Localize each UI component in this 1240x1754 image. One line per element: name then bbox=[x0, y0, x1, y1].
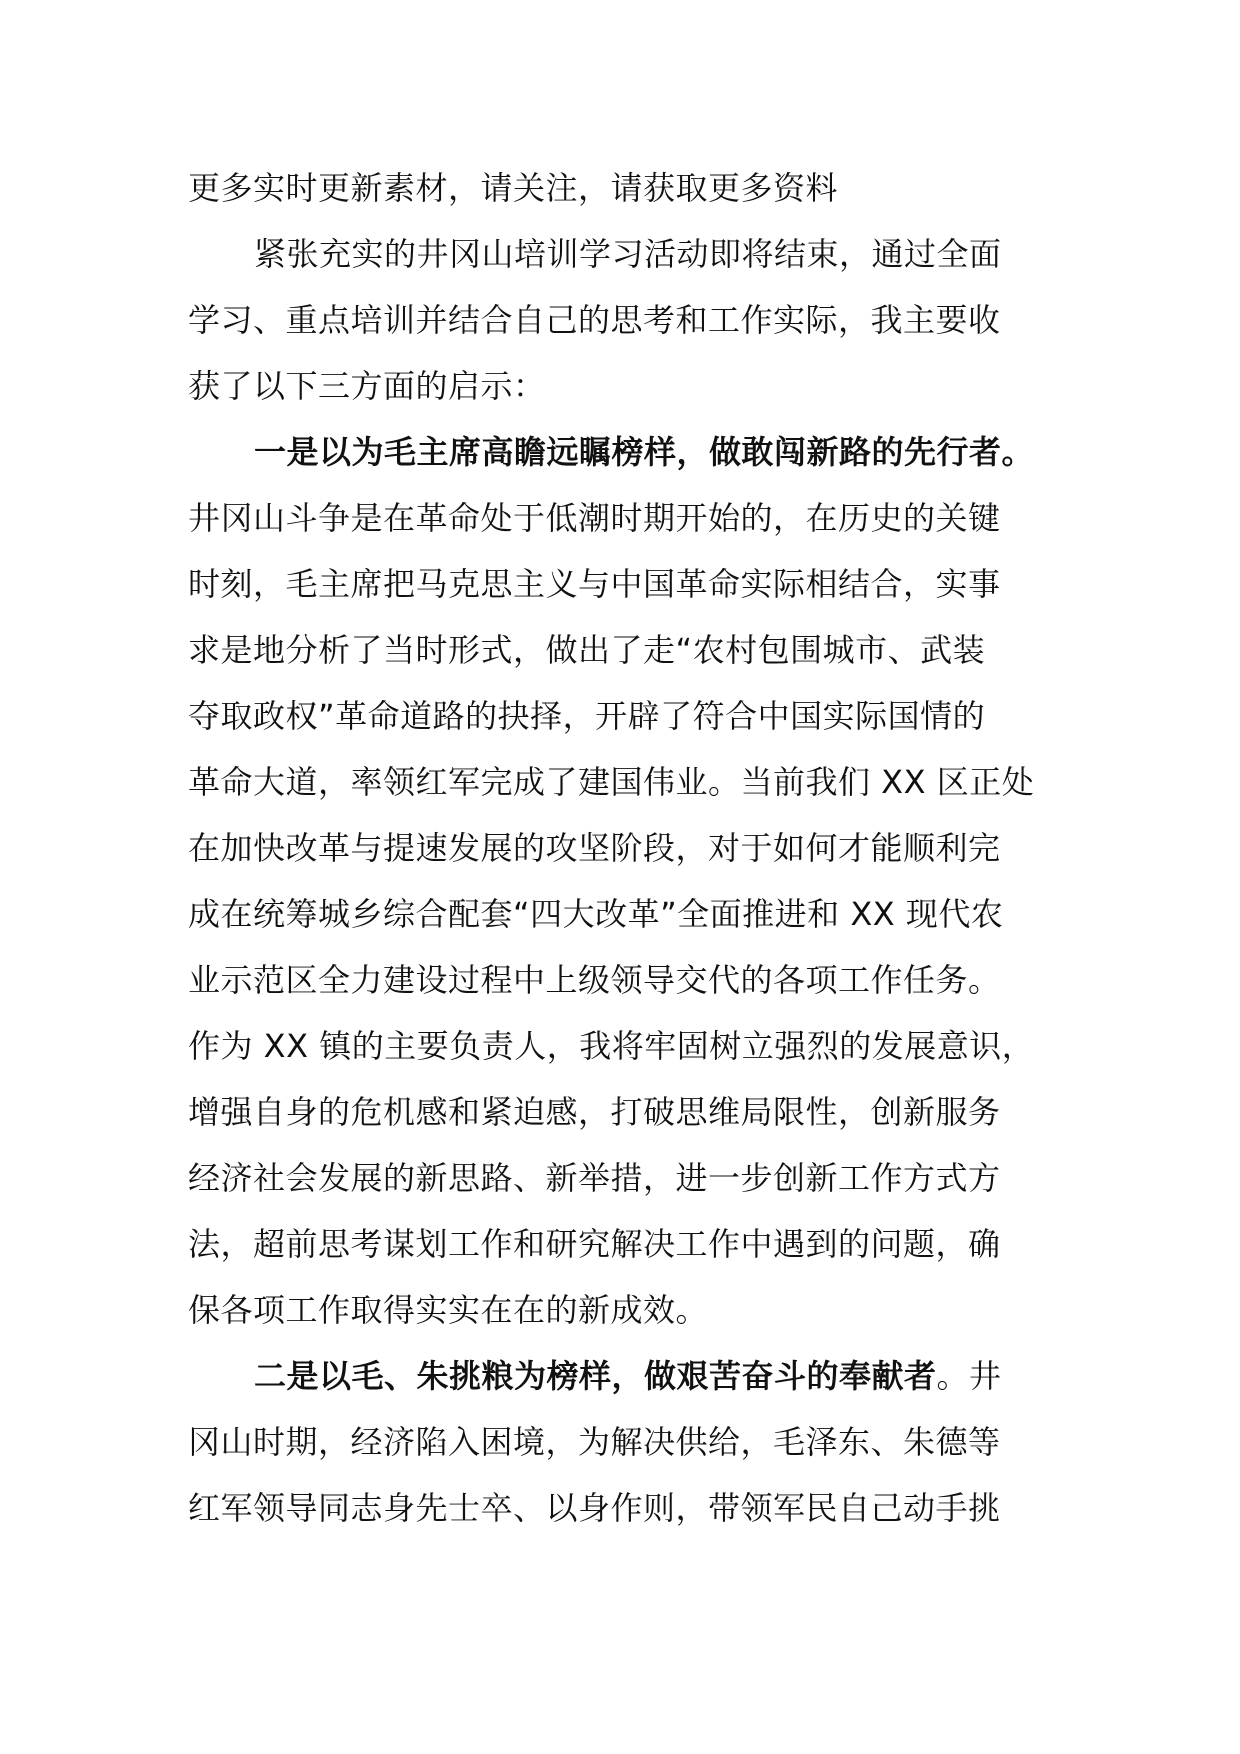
section2-body-line: 红军领导同志身先士卒、以身作则，带领军民自己动手挑 bbox=[188, 1489, 1001, 1527]
section1-body-line: 业示范区全力建设过程中上级领导交代的各项工作任务。 bbox=[188, 961, 1001, 999]
section2-body-line: 冈山时期，经济陷入困境，为解决供给，毛泽东、朱德等 bbox=[188, 1423, 1001, 1461]
section1-body-line: 保各项工作取得实实在在的新成效。 bbox=[188, 1291, 709, 1329]
section1-body-line: 革命大道，率领红军完成了建国伟业。当前我们 XX 区正处 bbox=[188, 763, 1035, 801]
section1-body-line: 增强自身的危机感和紧迫感，打破思维局限性，创新服务 bbox=[188, 1093, 1001, 1131]
intro-line: 获了以下三方面的启示： bbox=[188, 367, 546, 405]
section2-heading: 二是以毛、朱挑粮为榜样，做艰苦奋斗的奉献者 bbox=[254, 1357, 937, 1395]
document-body bbox=[188, 155, 1058, 1541]
section1-body-line: 求是地分析了当时形式，做出了走“农村包围城市、武装 bbox=[188, 631, 986, 669]
section1-body-line: 成在统筹城乡综合配套“四大改革”全面推进和 XX 现代农 bbox=[188, 895, 1004, 933]
intro-line: 紧张充实的井冈山培训学习活动即将结束，通过全面 bbox=[254, 235, 1002, 273]
section1-body-line: 法，超前思考谋划工作和研究解决工作中遇到的问题，确 bbox=[188, 1225, 1001, 1263]
section1-body-line: 在加快改革与提速发展的攻坚阶段，对于如何才能顺利完 bbox=[188, 829, 1001, 867]
section1-body-line: 夺取政权”革命道路的抉择，开辟了符合中国实际国情的 bbox=[188, 697, 986, 735]
section2-heading-line bbox=[188, 1343, 1058, 1409]
section1-body-line: 井冈山斗争是在革命处于低潮时期开始的，在历史的关键 bbox=[188, 499, 1001, 537]
section1-body-line: 时刻，毛主席把马克思主义与中国革命实际相结合，实事 bbox=[188, 565, 1001, 603]
section1-heading: 一是以为毛主席高瞻远瞩榜样，做敢闯新路的先行者。 bbox=[254, 433, 1035, 471]
section2-heading-tail: 。井 bbox=[936, 1357, 1002, 1395]
notice-line: 更多实时更新素材，请关注，请获取更多资料 bbox=[188, 169, 839, 207]
intro-line: 学习、重点培训并结合自己的思考和工作实际，我主要收 bbox=[188, 301, 1001, 339]
section1-body-line: 经济社会发展的新思路、新举措，进一步创新工作方式方 bbox=[188, 1159, 1001, 1197]
section1-body-line: 作为 XX 镇的主要负责人，我将牢固树立强烈的发展意识， bbox=[188, 1027, 1035, 1065]
